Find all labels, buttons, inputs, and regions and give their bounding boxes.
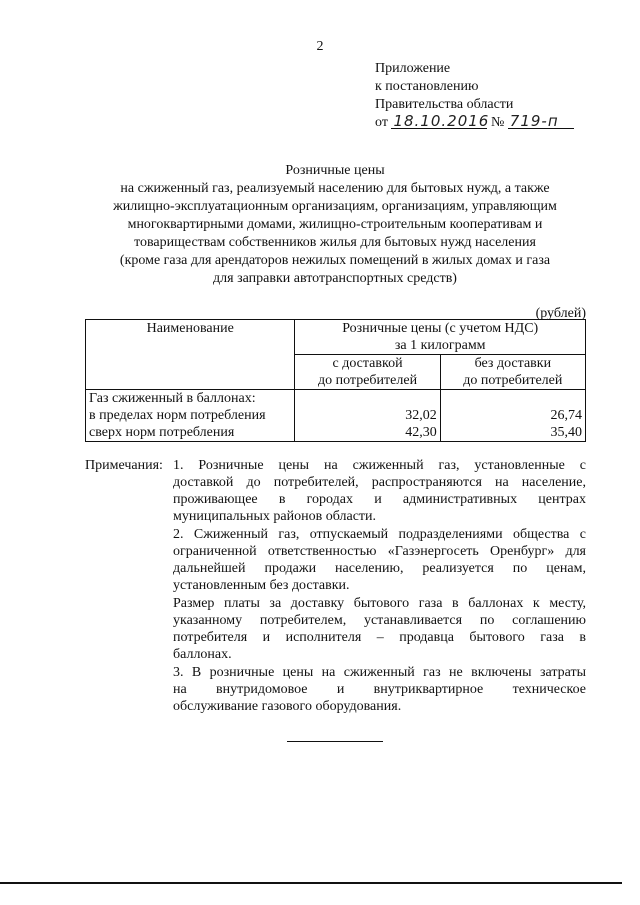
header-name [86, 320, 295, 390]
title-line: жилищно-эксплуатационным организациям, организациям, управляющим [113, 199, 557, 214]
header-with-delivery [295, 355, 440, 390]
separator-line [287, 741, 383, 742]
table-row [86, 390, 586, 442]
document-title [85, 162, 585, 288]
prices-table [85, 319, 586, 442]
header-without-delivery-line-2: до потребителей [463, 373, 563, 388]
title-line: многоквартирными домами, жилищно-строительным кооперативам и [127, 217, 543, 232]
notes-body [173, 457, 586, 716]
handwritten-number: 719-п [508, 114, 574, 129]
page-number: 2 [316, 39, 324, 54]
note-line: обслуживание газового оборудования. [173, 699, 402, 714]
note-line: проживающее в городах и административных центрах [173, 492, 586, 507]
without-delivery-cell [440, 390, 585, 442]
header-with-delivery-line-2: до потребителей [318, 373, 418, 388]
price-value: 35,40 [550, 425, 582, 440]
note-line: муниципальных районов области. [173, 509, 377, 524]
appendix-line-2: к постановлению [375, 79, 479, 94]
note-line: Размер платы за доставку бытового газа в баллонах к месту, [173, 596, 586, 611]
note-line: 2. Сжиженный газ, отпускаемый подразделениями общества с [173, 527, 586, 542]
note-paragraph [173, 664, 586, 715]
title-line: товариществам собственников жилья для бытовых нужд населения [134, 235, 536, 250]
header-without-delivery-line-1: без доставки [474, 356, 552, 371]
note-line: потребителя и исполнителя – продавца бытового газа в [173, 630, 586, 645]
table-header-row [86, 320, 586, 355]
title-line: на сжиженный газ, реализуемый населению для бытовых нужд, а также [120, 181, 550, 196]
page-bottom-rule [0, 882, 622, 884]
note-paragraph [173, 526, 586, 594]
row-name: сверх норм потребления [89, 425, 235, 440]
note-line: установленным без доставки. [173, 578, 350, 593]
handwritten-date: 18.10.2016 [393, 112, 490, 130]
title-line: (кроме газа для арендаторов нежилых помещений в жилых домах и газа [119, 253, 551, 268]
appendix-date-line [375, 114, 615, 132]
with-delivery-cell [295, 390, 440, 442]
header-price-line-2: за 1 килограмм [394, 338, 486, 353]
price-value: 26,74 [550, 408, 582, 423]
title-line: для заправки автотранспортных средств) [213, 271, 457, 286]
note-line: 3. В розничные цены на сжиженный газ не включены затраты [173, 665, 586, 680]
number-label: № [490, 115, 505, 130]
appendix-line-3: Правительства области [375, 97, 514, 112]
header-with-delivery-line-1: с доставкой [332, 356, 403, 371]
note-line: 1. Розничные цены на сжиженный газ, установленные с [173, 458, 586, 473]
from-label: от [375, 115, 388, 130]
row-name: в пределах норм потребления [89, 408, 266, 423]
price-value: 42,30 [405, 425, 437, 440]
appendix-header [375, 60, 615, 132]
header-price [295, 320, 586, 355]
note-line: доставкой до потребителей, распространяются на население, [173, 475, 586, 490]
note-line: указанному потребителем, устанавливается по соглашению [173, 613, 586, 628]
units-label: (рублей) [535, 306, 586, 321]
note-line: дальнейшей продажи населению, реализуется по ценам, [173, 561, 586, 576]
appendix-line-1: Приложение [375, 61, 451, 76]
notes-label: Примечания: [85, 458, 163, 473]
group-label: Газ сжиженный в баллонах: [89, 391, 256, 406]
header-without-delivery [440, 355, 585, 390]
note-line: ограниченной ответственностью «Газэнергосеть Оренбург» для [173, 544, 586, 559]
note-line: на внутридомовое и внутриквартирное техническое [173, 682, 586, 697]
note-line: баллонах. [173, 647, 232, 662]
row-names-cell [86, 390, 295, 442]
title-heading: Розничные цены [285, 163, 385, 178]
header-name-label: Наименование [146, 321, 234, 336]
header-price-line-1: Розничные цены (с учетом НДС) [342, 321, 539, 336]
note-paragraph [173, 595, 586, 663]
note-paragraph [173, 457, 586, 525]
price-value: 32,02 [405, 408, 437, 423]
